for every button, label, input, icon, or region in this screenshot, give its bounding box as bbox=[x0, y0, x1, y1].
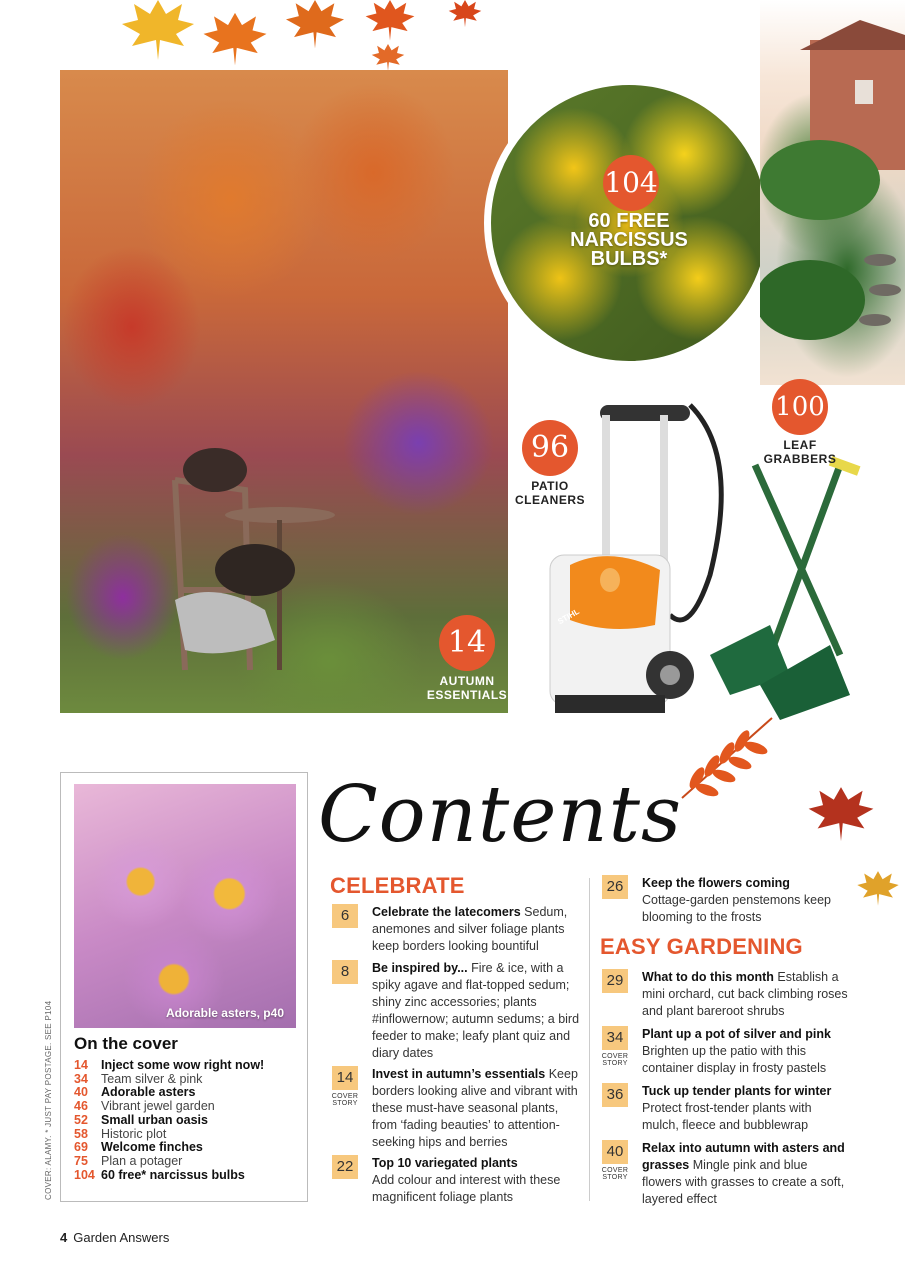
rowan-leaf-icon bbox=[672, 708, 782, 808]
patio-badge-number: 96 bbox=[530, 430, 570, 465]
page-number: 36 bbox=[602, 1083, 628, 1107]
cover-line-text: Welcome finches bbox=[101, 1140, 203, 1155]
entry-body: Protect frost-tender plants with mulch, fleece and bubblewrap bbox=[642, 1101, 812, 1132]
narcissus-badge bbox=[603, 155, 659, 211]
maple-leaf-icon bbox=[805, 780, 877, 850]
cover-line[interactable] bbox=[74, 1059, 304, 1073]
entry-title: Celebrate the latecomers bbox=[372, 905, 521, 919]
maple-leaf-icon bbox=[440, 0, 490, 28]
cover-line-page: 52 bbox=[74, 1112, 88, 1127]
entry-title: Top 10 variegated plants bbox=[372, 1156, 518, 1170]
on-the-cover-title: On the cover bbox=[74, 1034, 178, 1053]
cover-story-tag: COVER STORY bbox=[601, 1167, 629, 1181]
contents-title: Contents bbox=[318, 770, 682, 860]
cover-line-page: 40 bbox=[74, 1085, 88, 1100]
cover-line-text: Plan a potager bbox=[101, 1153, 183, 1168]
entry-title: Keep the flowers coming bbox=[642, 876, 790, 890]
celebrate-heading: CELEBRATE bbox=[330, 873, 465, 898]
entry-body: Mingle pink and blue flowers with grasses to create a soft, layered effect bbox=[642, 1158, 845, 1206]
cover-line-text: Inject some wow right now! bbox=[101, 1058, 265, 1072]
contents-entry[interactable] bbox=[330, 904, 580, 955]
autumn-essentials-badge bbox=[439, 615, 495, 671]
maple-leaf-icon bbox=[118, 0, 198, 62]
page-folio bbox=[60, 1230, 169, 1245]
page-number: 8 bbox=[332, 960, 358, 984]
contents-entry[interactable] bbox=[600, 1026, 850, 1077]
maple-leaf-icon bbox=[360, 44, 416, 72]
easy-gardening-heading: EASY GARDENING bbox=[600, 934, 803, 959]
page-number: 29 bbox=[602, 969, 628, 993]
patio-label-line1: PATIO bbox=[531, 479, 569, 493]
garden-path-photo bbox=[760, 0, 905, 385]
entry-title: What to do this month bbox=[642, 970, 774, 984]
narcissus-bulbs-photo bbox=[484, 78, 774, 368]
narcissus-line3: BULBS* bbox=[590, 248, 668, 270]
folio-page-number: 4 bbox=[60, 1230, 68, 1245]
contents-entry[interactable] bbox=[330, 1066, 580, 1151]
entry-body: Brighten up the patio with this container display in frosty pastels bbox=[642, 1044, 827, 1075]
page-number: 40 bbox=[602, 1140, 628, 1164]
cover-line-page: 75 bbox=[74, 1153, 88, 1168]
autumn-label-line1: AUTUMN bbox=[439, 674, 495, 688]
entry-title: Be inspired by... bbox=[372, 961, 468, 975]
stihl-logo: STIHL bbox=[556, 606, 581, 627]
cover-line-page: 58 bbox=[74, 1126, 88, 1141]
autumn-label-line2: ESSENTIALS bbox=[426, 688, 508, 702]
entry-body: Sedum, anemones and silver foliage plants keep borders looking bountiful bbox=[372, 905, 568, 953]
contents-entry[interactable] bbox=[600, 969, 850, 1020]
cover-line[interactable] bbox=[74, 1100, 304, 1114]
folio-magazine-name: Garden Answers bbox=[73, 1230, 170, 1245]
cover-line-text: Historic plot bbox=[101, 1126, 167, 1141]
contents-entry[interactable] bbox=[600, 875, 850, 926]
cover-line-page: 34 bbox=[74, 1071, 88, 1086]
entry-title: Invest in autumn’s essentials bbox=[372, 1067, 546, 1081]
page-number: 22 bbox=[332, 1155, 358, 1179]
column-divider bbox=[589, 878, 590, 1201]
entry-body: Keep borders looking alive and vibrant with these must-have seasonal plants, from ‘fading beauties’ to attention-seeking hips and berries bbox=[372, 1067, 578, 1149]
asters-photo bbox=[74, 784, 296, 1028]
entry-title: Tuck up tender plants for winter bbox=[642, 1084, 832, 1098]
maple-leaf-icon bbox=[270, 0, 360, 50]
patio-cleaners-badge bbox=[522, 420, 578, 476]
garden-house-illustration bbox=[760, 0, 905, 385]
entry-title: Plant up a pot of silver and pink bbox=[642, 1027, 831, 1041]
cover-line[interactable] bbox=[74, 1169, 304, 1183]
cover-line-text: Adorable asters bbox=[101, 1085, 196, 1100]
entry-body: Cottage-garden penstemons keep blooming to the frosts bbox=[642, 893, 832, 924]
page-number: 14 bbox=[332, 1066, 358, 1090]
leaf-label-line2: GRABBERS bbox=[763, 452, 837, 466]
cover-line[interactable] bbox=[74, 1073, 304, 1087]
patio-cleaners-label bbox=[505, 479, 595, 507]
cover-credit: COVER: ALAMY. * JUST PAY POSTAGE. SEE P104 bbox=[44, 1000, 53, 1200]
autumn-garden-photo bbox=[60, 70, 508, 713]
contents-entry[interactable] bbox=[330, 960, 580, 1062]
cover-line-page: 46 bbox=[74, 1099, 88, 1114]
entry-body: Add colour and interest with these magnificent foliage plants bbox=[372, 1173, 561, 1204]
page-number: 6 bbox=[332, 904, 358, 928]
asters-photo-caption: Adorable asters, p40 bbox=[165, 1006, 284, 1020]
contents-entry[interactable] bbox=[600, 1140, 850, 1208]
narcissus-line2: NARCISSUS bbox=[570, 229, 688, 251]
leaf-grabbers-badge bbox=[772, 379, 828, 435]
narcissus-line1: 60 FREE bbox=[588, 210, 670, 232]
leaf-grabbers-label bbox=[755, 438, 845, 466]
autumn-badge-number: 14 bbox=[447, 625, 487, 660]
maple-leaf-icon bbox=[200, 10, 270, 70]
cover-line[interactable] bbox=[74, 1086, 304, 1100]
cover-line-text: 60 free* narcissus bulbs bbox=[101, 1167, 245, 1182]
cover-story-tag: COVER STORY bbox=[601, 1053, 629, 1067]
cover-line-text: Team silver & pink bbox=[101, 1071, 203, 1086]
narcissus-badge-number: 104 bbox=[604, 166, 658, 199]
cover-line[interactable] bbox=[74, 1155, 304, 1169]
entry-title: Relax into autumn with asters and grasses bbox=[642, 1141, 845, 1172]
maple-leaf-icon bbox=[350, 0, 430, 42]
cover-line-page: 14 bbox=[74, 1058, 88, 1072]
contents-entry[interactable] bbox=[330, 1155, 580, 1206]
cover-line-text: Small urban oasis bbox=[101, 1112, 208, 1127]
cover-story-tag: COVER STORY bbox=[331, 1093, 359, 1107]
cover-line[interactable] bbox=[74, 1141, 304, 1155]
leaf-label-line1: LEAF bbox=[783, 438, 817, 452]
garden-chair-illustration bbox=[155, 440, 335, 690]
page-number: 26 bbox=[602, 875, 628, 899]
contents-entry[interactable] bbox=[600, 1083, 850, 1134]
autumn-essentials-label bbox=[422, 674, 508, 702]
entry-body: Fire & ice, with a spiky agave and flat-topped sedum; shiny zinc accessories; plants #inflowernow; autumn sedums; a bird feeder to make; leafy plant quiz and diary dates bbox=[372, 961, 580, 1060]
leaf-grabbers-illustration bbox=[700, 455, 870, 725]
maple-leaf-icon bbox=[855, 865, 901, 913]
cover-lines-list bbox=[74, 1059, 304, 1182]
entry-body: Establish a mini orchard, cut back climbing roses and plant bareroot shrubs bbox=[642, 970, 848, 1018]
cover-line-text: Vibrant jewel garden bbox=[101, 1099, 215, 1114]
patio-label-line2: CLEANERS bbox=[514, 493, 585, 507]
cover-line-page: 104 bbox=[74, 1167, 95, 1182]
cover-line-page: 69 bbox=[74, 1140, 88, 1155]
cover-line[interactable] bbox=[74, 1128, 304, 1142]
leaf-badge-number: 100 bbox=[775, 392, 825, 422]
cover-line[interactable] bbox=[74, 1114, 304, 1128]
page-number: 34 bbox=[602, 1026, 628, 1050]
